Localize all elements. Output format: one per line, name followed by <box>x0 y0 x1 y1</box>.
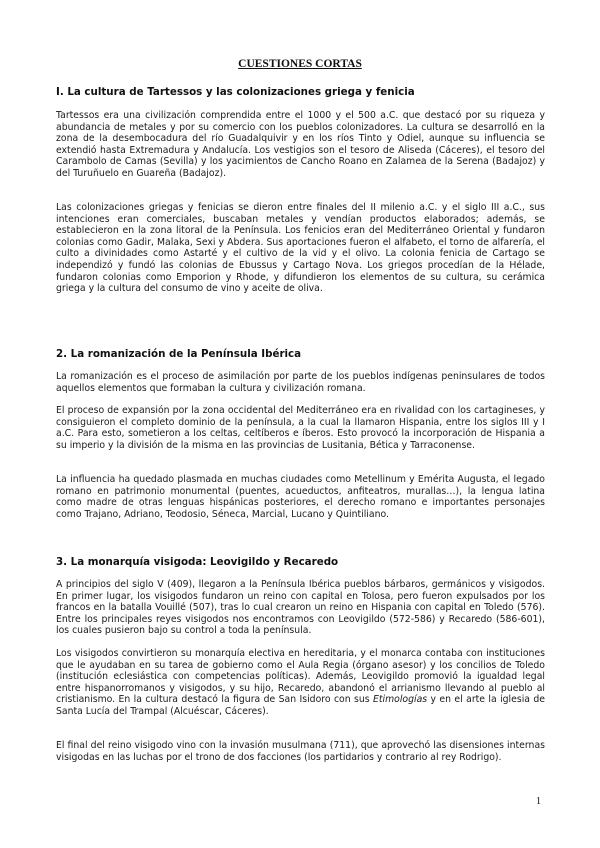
paragraph-colonizaciones: Las colonizaciones griegas y fenicias se dieron entre finales del II milenio a.C. y el siglo III a.C., sus intenciones eran comerciales, buscaban metales y vendían productos elaborados; además, se establecieron en la zona litoral de la Península. Los fenicios eran del Mediterráneo Oriental y fundaron colonias como Gadir, Malaka, Sexi y Abdera. Sus aportaciones fueron el alfabeto, el torno de alfarería, el culto a divinidades como Astarté y el cultivo de la vid y el olivo. La colonia fenicia de Cartago se independizó y fundó las colonias de Ebussus y Cartago Nova. Los griegos procedían de la Hélade, fundaron colonias como Emporion y Rhode, y difundieron los elementos de su cultura, su cerámica griega y la cultura del consumo de vino y aceite de oliva. <box>56 202 545 295</box>
paragraph-visigodos-monarquia <box>56 648 545 718</box>
etimologias-title: Etimologías <box>373 694 428 706</box>
section-heading-tartessos: I. La cultura de Tartessos y las colonizaciones griega y fenicia <box>56 86 415 98</box>
paragraph-romanizacion-def: La romanización es el proceso de asimilación por parte de los pueblos indígenas peninsulares de todos aquellos elementos que formaban la cultura y civilización romana. <box>56 371 545 394</box>
paragraph-visigodos-llegada: A principios del siglo V (409), llegaron a la Península Ibérica pueblos bárbaros, germánicos y visigodos. En primer lugar, los visigodos fundaron un reino con capital en Tolosa, pero fueron expulsados por los francos en la batalla Vouillé (507), tras lo cual crearon un reino en Hispania con capital en Toledo (576). Entre los principales reyes visigodos nos encontramos con Leovigildo (572-586) y Recaredo (586-601), los cuales pusieron bajo su control a toda la península. <box>56 579 545 637</box>
document-title: CUESTIONES CORTAS <box>238 58 362 70</box>
paragraph-romanizacion-legado: La influencia ha quedado plasmada en muchas ciudades como Metellinum y Emérita Augusta, el legado romano en patrimonio monumental (puentes, acueductos, anfiteatros, murallas…), la lengua latina como madre de otras lenguas hispánicas posteriores, el derecho romano e importantes personajes como Trajano, Adriano, Teodosio, Séneca, Marcial, Lucano y Quintiliano. <box>56 474 545 520</box>
paragraph-visigodos-final: El final del reino visigodo vino con la invasión musulmana (711), que aprovechó las disensiones internas visigodas en las luchas por el trono de dos facciones (los partidarios y contrario al rey Rodrigo). <box>56 740 545 763</box>
paragraph-text-before: Los visigodos convirtieron su monarquía electiva en hereditaria, y el monarca contaba con instituciones que le ayudaban en su tarea de gobierno como el Aula Regia (órgano asesor) y los concilios de Toledo (institución eclesiástica con competencias políticas). Además, Leovigildo promovió la igualdad legal entre hispanorromanos y visigodos, y su hijo, Recaredo, abandonó el arrianismo llevando al pueblo al cristianismo. En la cultura destacó la figura de San Isidoro con sus <box>56 648 545 706</box>
section-heading-visigodos: 3. La monarquía visigoda: Leovigildo y Recaredo <box>56 556 339 568</box>
paragraph-tartessos: Tartessos era una civilización comprendida entre el 1000 y el 500 a.C. que destacó por su riqueza y abundancia de metales y por su comercio con los pueblos colonizadores. La cultura se desarrolló en la zona de la desembocadura del río Guadalquivir y en los ríos Tinto y Odiel, aunque su influencia se extendió hasta Extremadura y Andalucía. Los vestigios son el tesoro de Aliseda (Cáceres), el tesoro del Carambolo de Camas (Sevilla) y los yacimientos de Cancho Roano en Zalamea de la Serena (Badajoz) y del Turuñuelo en Guareña (Badajoz). <box>56 110 545 179</box>
paragraph-text-after: y en el arte la iglesia de Santa Lucía del Trampal (Alcuéscar, Cáceres). <box>56 694 545 717</box>
section-heading-romanizacion: 2. La romanización de la Península Ibérica <box>56 348 302 360</box>
paragraph-romanizacion-expansion: El proceso de expansión por la zona occidental del Mediterráneo era en rivalidad con los cartagineses, y consiguieron el completo dominio de la península, a la cual la llamaron Hispania, entre los siglos III y I a.C. Para esto, sometieron a los celtas, celtíberos e íberos. Esto provocó la incorporación de Hispania a su imperio y la división de la misma en las provincias de Lusitania, Bética y Tarraconense. <box>56 405 545 451</box>
page-number: 1 <box>536 796 541 807</box>
